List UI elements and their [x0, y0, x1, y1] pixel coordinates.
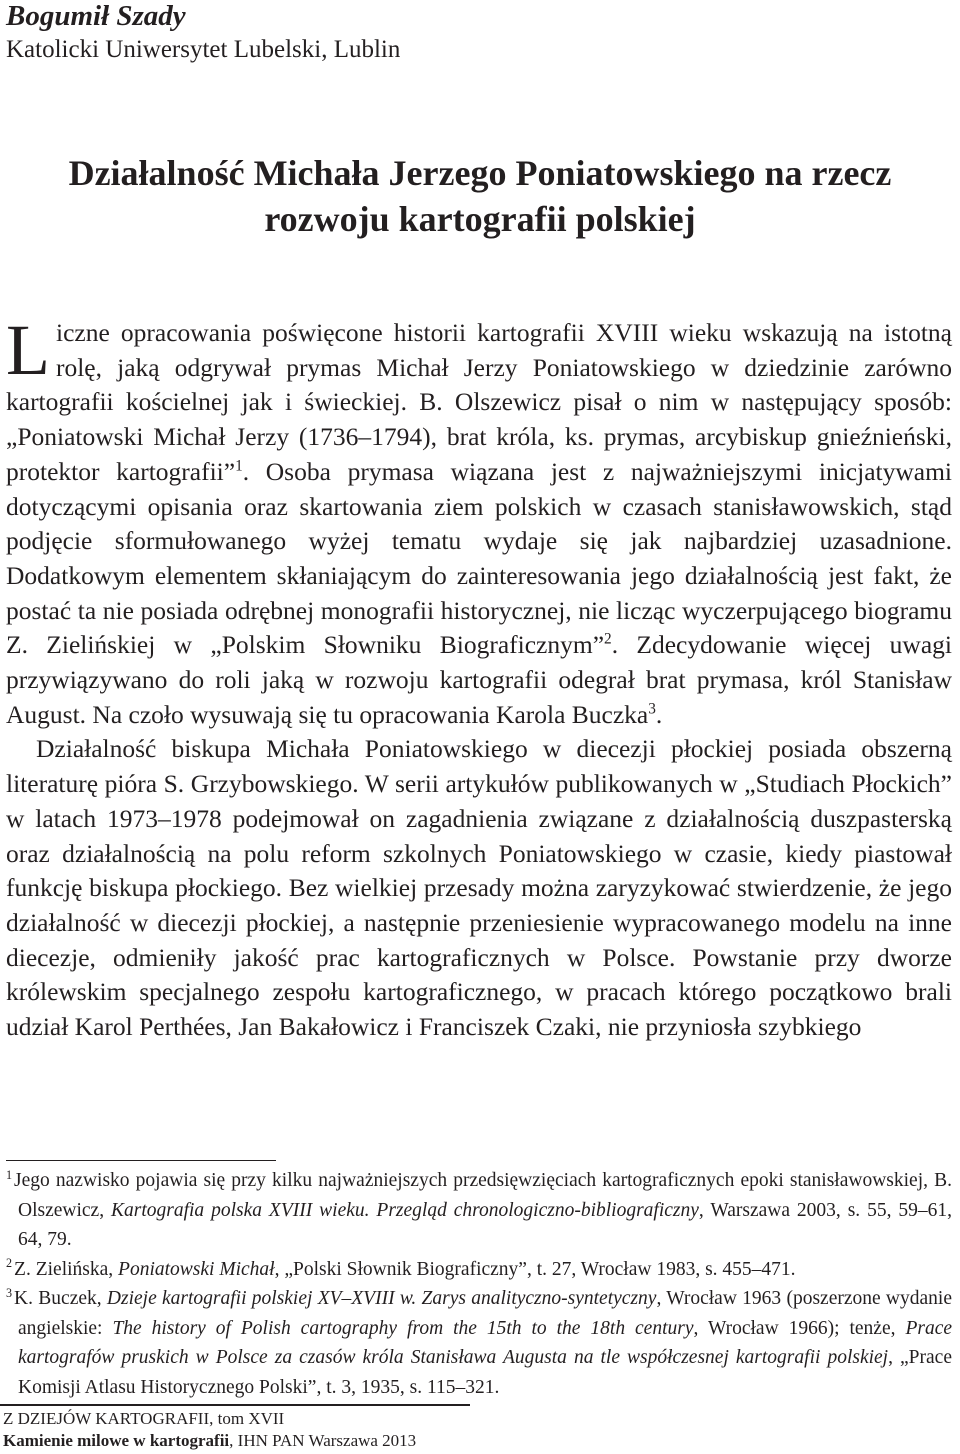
footnote-cited-title: Poniatowski Michał — [118, 1258, 275, 1280]
footnote-cited-title: The history of Polish cartography from the 15th to the 18th century — [112, 1317, 694, 1339]
footnote-3 — [6, 1284, 952, 1402]
footnote-text: , Warszawa 2003, s. 55, 59–61, 64, 79. — [18, 1199, 952, 1250]
footer-volume-title: Kamienie milowe w kartografii — [3, 1431, 230, 1450]
paragraph-1-text-b: . Osoba prymasa wiązana jest z najważniejszymi inicjatywami dotyczącymi opisania oraz skartowania ziem polskich w czasach stanisławowskich, stąd podjęcie sformułowanego wyżej tematu wydaje się jak najbardziej uzasadnione. Dodatkowym elementem skłaniającym do zainteresowania jego działalnością jest fakt, że postać ta nie posiada odrębnej monografii historycznej, nie licząc wyczerpującego biogramu Z. Zielińskiej w „Polskim Słowniku Biograficznym” — [6, 456, 953, 660]
article-title-line-2: rozwoju kartografii polskiej — [264, 199, 696, 239]
footnote-2 — [6, 1255, 952, 1285]
footnote-number: 3 — [6, 1285, 13, 1300]
footnote-ref-2[interactable]: 2 — [604, 630, 612, 648]
paragraph-1-text-c: . Zdecydowanie więcej uwagi przywiązywano do roli jaką w rozwoju kartografii odegrał brat prymasa, król Stanisław August. Na czoło wysuwają się tu opracowania Karola Buczka — [6, 630, 952, 729]
footnote-separator — [6, 1160, 276, 1161]
paragraph-1-text-d: . — [655, 699, 663, 729]
footer-publisher: , IHN PAN Warszawa 2013 — [229, 1431, 417, 1450]
footnote-cited-title: Dzieje kartografii polskiej XV–XVIII w. Zarys analityczno-syntetyczny — [106, 1288, 657, 1309]
footnote-cited-title: Kartografia polska XVIII wieku. Przegląd chronologiczno-bibliograficzny — [111, 1199, 699, 1221]
footnote-number: 2 — [6, 1256, 13, 1270]
paragraph-1-text-a: iczne opracowania poświęcone historii kartografii XVIII wieku wskazują na istotną rolę, jaką odgrywał prymas Michał Jerzy Poniatowskiego w dziedzinie zarówno kartografii kościelnej jak i świeckiej. B. Olszewicz pisał o nim w następujący sposób: „Poniatowski Michał Jerzy (1736–1794), brat króla, ks. prymas, arcybiskup gnieźnieński, protektor kartografii” — [6, 318, 952, 486]
footer-separator — [0, 1404, 470, 1406]
drop-cap: L — [6, 310, 50, 390]
article-body — [6, 310, 953, 1045]
footnote-text: Jego nazwisko pojawia się przy kilku najważniejszych przedsięwzięciach kartograficznych epoki stanisławowskiej, B. Olszewicz, — [14, 1170, 952, 1221]
page-footer — [3, 1408, 416, 1452]
author-name: Bogumił Szady — [6, 0, 186, 32]
footnote-cited-title: Prace kartografów pruskich w Polsce za czasów króla Stanisława Augusta na tle współczesnej kartografii polskiej — [18, 1317, 952, 1368]
footnotes — [6, 1166, 952, 1402]
footnote-text: , „Polski Słownik Biograficzny”, t. 27, Wrocław 1983, s. 455–471. — [274, 1258, 796, 1280]
footer-volume — [3, 1430, 416, 1452]
body-paragraph-1 — [6, 310, 953, 732]
footnote-1 — [6, 1166, 952, 1255]
footer-series: Z DZIEJÓW KARTOGRAFII, tom XVII — [3, 1409, 285, 1428]
footnote-number: 1 — [6, 1167, 13, 1182]
body-paragraph-2: Działalność biskupa Michała Poniatowskiego w diecezji płockiej posiada obszerną literaturę pióra S. Grzybowskiego. W serii artykułów publikowanych w „Studiach Płockich” w latach 1973–1978 podejmował on zagadnienia związane z działalnością duszpasterską oraz działalnością na polu reform szkolnych Poniatowskiego w czasie, kiedy piastował funkcję biskupa płockiego. Bez wielkiej przesady można zaryzykować stwierdzenie, że jego działalność w diecezji płockiej, a następnie przeniesienie wypracowanego modelu na inne diecezje, odmieniły jakość prac kartograficznych w Polsce. Powstanie przy dworze królewskim specjalnego zespołu kartograficznego, w pracach którego początkowo brali udział Karol Perthées, Jan Bakałowicz i Franciszek Czaki, nie przyniosła szybkiego — [6, 734, 952, 1042]
footnote-text: Z. Zielińska, — [14, 1258, 119, 1280]
footnote-text: , Wrocław 1966); tenże, — [693, 1317, 906, 1339]
author-affiliation: Katolicki Uniwersytet Lubelski, Lublin — [6, 36, 401, 63]
footnote-text: , „Prace Komisji Atlasu Historycznego Polski”, t. 3, 1935, s. 115–321. — [18, 1347, 952, 1398]
footnote-ref-1[interactable]: 1 — [235, 457, 243, 475]
footnote-text: , Wrocław 1963 (poszerzone wydanie angielskie: — [18, 1288, 952, 1339]
footnote-text: K. Buczek, — [14, 1288, 107, 1309]
article-title-line-1: Działalność Michała Jerzego Poniatowskiego na rzecz — [68, 153, 892, 193]
footnote-ref-3[interactable]: 3 — [648, 700, 656, 718]
article-title — [0, 150, 960, 242]
